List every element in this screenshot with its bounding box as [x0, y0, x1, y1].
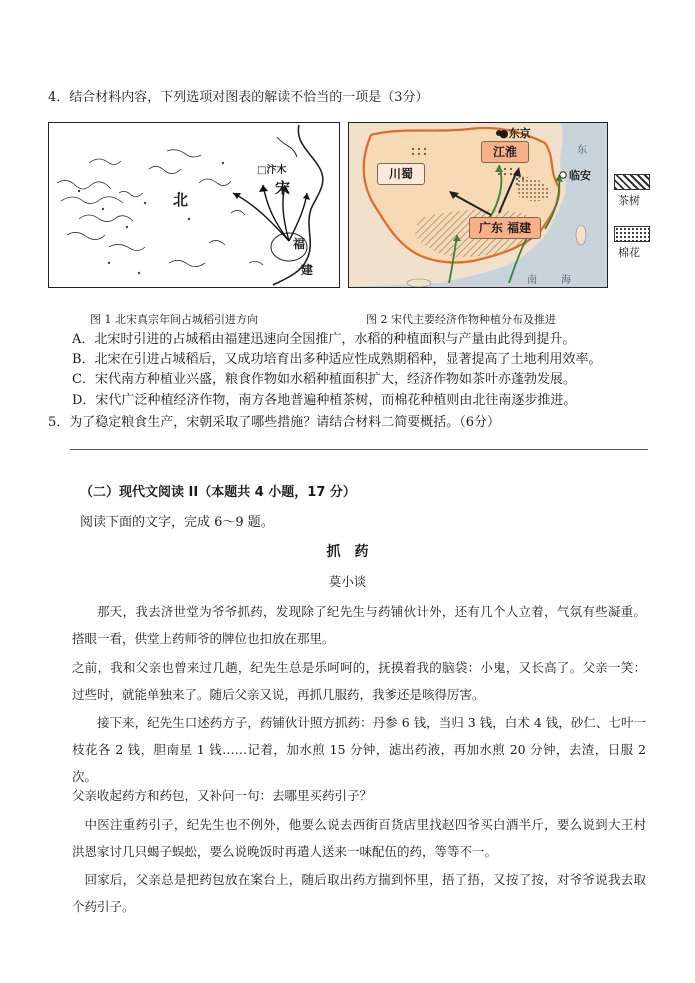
section-instruction: 阅读下面的文字，完成 6～9 题。 — [80, 515, 274, 530]
article-paragraph-4: 父亲收起药方和药包，又补问一句：去哪里买药引子？ — [72, 788, 373, 803]
figure-1-map — [48, 122, 340, 288]
figure-1-map-drawing — [49, 123, 339, 287]
box-chuanshu: 川蜀 — [377, 163, 425, 185]
legend-tea-label: 茶树 — [618, 194, 640, 207]
legend-cotton-swatch — [614, 226, 650, 242]
label-sea-nan: 南 — [527, 275, 537, 286]
label-lin-an: 临安 — [569, 169, 591, 182]
figure-2-caption: 图 2 宋代主要经济作物种植分布及推进 — [366, 313, 556, 326]
label-fujian-2: 建 — [301, 263, 314, 277]
article-paragraph-3: 接下来，纪先生口述药方子，药铺伙计照方抓药：丹参 6 钱，当归 3 钱，白术 4 钱，砂仁、七叶一枝花各 2 钱，胆南星 1 钱……记着，加水煎 15 分钟，滤出药液，再加水煎 20 分钟，去渣，日服 2 次。 — [72, 715, 646, 784]
box-guangdong-fujian: 广东 福建 — [469, 217, 541, 239]
figure-2-map — [348, 122, 608, 288]
label-bianjing: □汴木 — [257, 165, 287, 176]
article-paragraph-6: 回家后，父亲总是把药包放在案台上，随后取出药方揣到怀里，捂了捂，又按了按，对爷爷说我去取个药引子。 — [72, 872, 646, 914]
figure-2-map-drawing — [349, 123, 607, 287]
legend-tea-swatch — [614, 174, 650, 190]
label-fujian-1: 福 — [293, 237, 306, 251]
legend-cotton-label: 棉花 — [618, 246, 640, 259]
question-4: 4．结合材料内容，下列选项对图表的解读不恰当的一项是（3分） — [48, 90, 429, 105]
article-paragraph-1: 那天，我去济世堂为爷爷抓药，发现除了纪先生与药铺伙计外，还有几个人立着，气氛有些凝重。搭眼一看，供堂上药师爷的牌位也扣放在那里。 — [72, 604, 646, 646]
box-jianghuai: 江淮 — [481, 141, 529, 163]
label-sea-dong: 东 — [577, 145, 587, 156]
section-divider — [70, 449, 648, 450]
section-heading: （二）现代文阅读 II（本题共 4 小题，17 分） — [80, 485, 356, 500]
article-paragraph-5: 中医注重药引子，纪先生也不例外，他要么说去西街百货店里找赵四爷买白酒半斤，要么说到大王村洪恩家讨几只蝎子蜈蚣，要么说晚饭时再遣人送来一味配伍的药，等等不一。 — [72, 817, 646, 859]
option-b: B．北宋在引进占城稻后，又成功培育出多种适应性成熟期稻种，显著提高了土地利用效率。 — [72, 352, 602, 367]
option-c: C．宋代南方种植业兴盛，粮食作物如水稻种植面积扩大，经济作物如茶叶亦蓬勃发展。 — [72, 372, 576, 387]
label-song: 宋 — [275, 179, 291, 197]
option-a: A．北宋时引进的占城稻由福建迅速向全国推广，水稻的种植面积与产量由此得到提升。 — [72, 332, 576, 347]
figure-1-caption: 图 1 北宋真宗年间占城稻引进方向 — [90, 313, 258, 326]
label-north: 北 — [173, 191, 189, 209]
option-d: D．宋代广泛种植经济作物，南方各地普遍种植茶树，而棉花种植则由北往南逐步推进。 — [72, 393, 577, 408]
label-sea-hai: 海 — [561, 275, 571, 286]
article-paragraph-2: 之前，我和父亲也曾来过几趟，纪先生总是乐呵呵的，抚摸着我的脑袋：小鬼，又长高了。父亲一笑：过些时，就能单独来了。随后父亲又说，再抓几服药，我爹还是咳得厉害。 — [72, 660, 646, 702]
article-author: 莫小谈 — [328, 574, 367, 589]
question-5: 5．为了稳定粮食生产，宋朝采取了哪些措施？请结合材料二简要概括。（6分） — [48, 415, 501, 430]
label-dongjing: ●东京 — [499, 127, 531, 140]
article-title: 抓 药 — [326, 544, 369, 560]
